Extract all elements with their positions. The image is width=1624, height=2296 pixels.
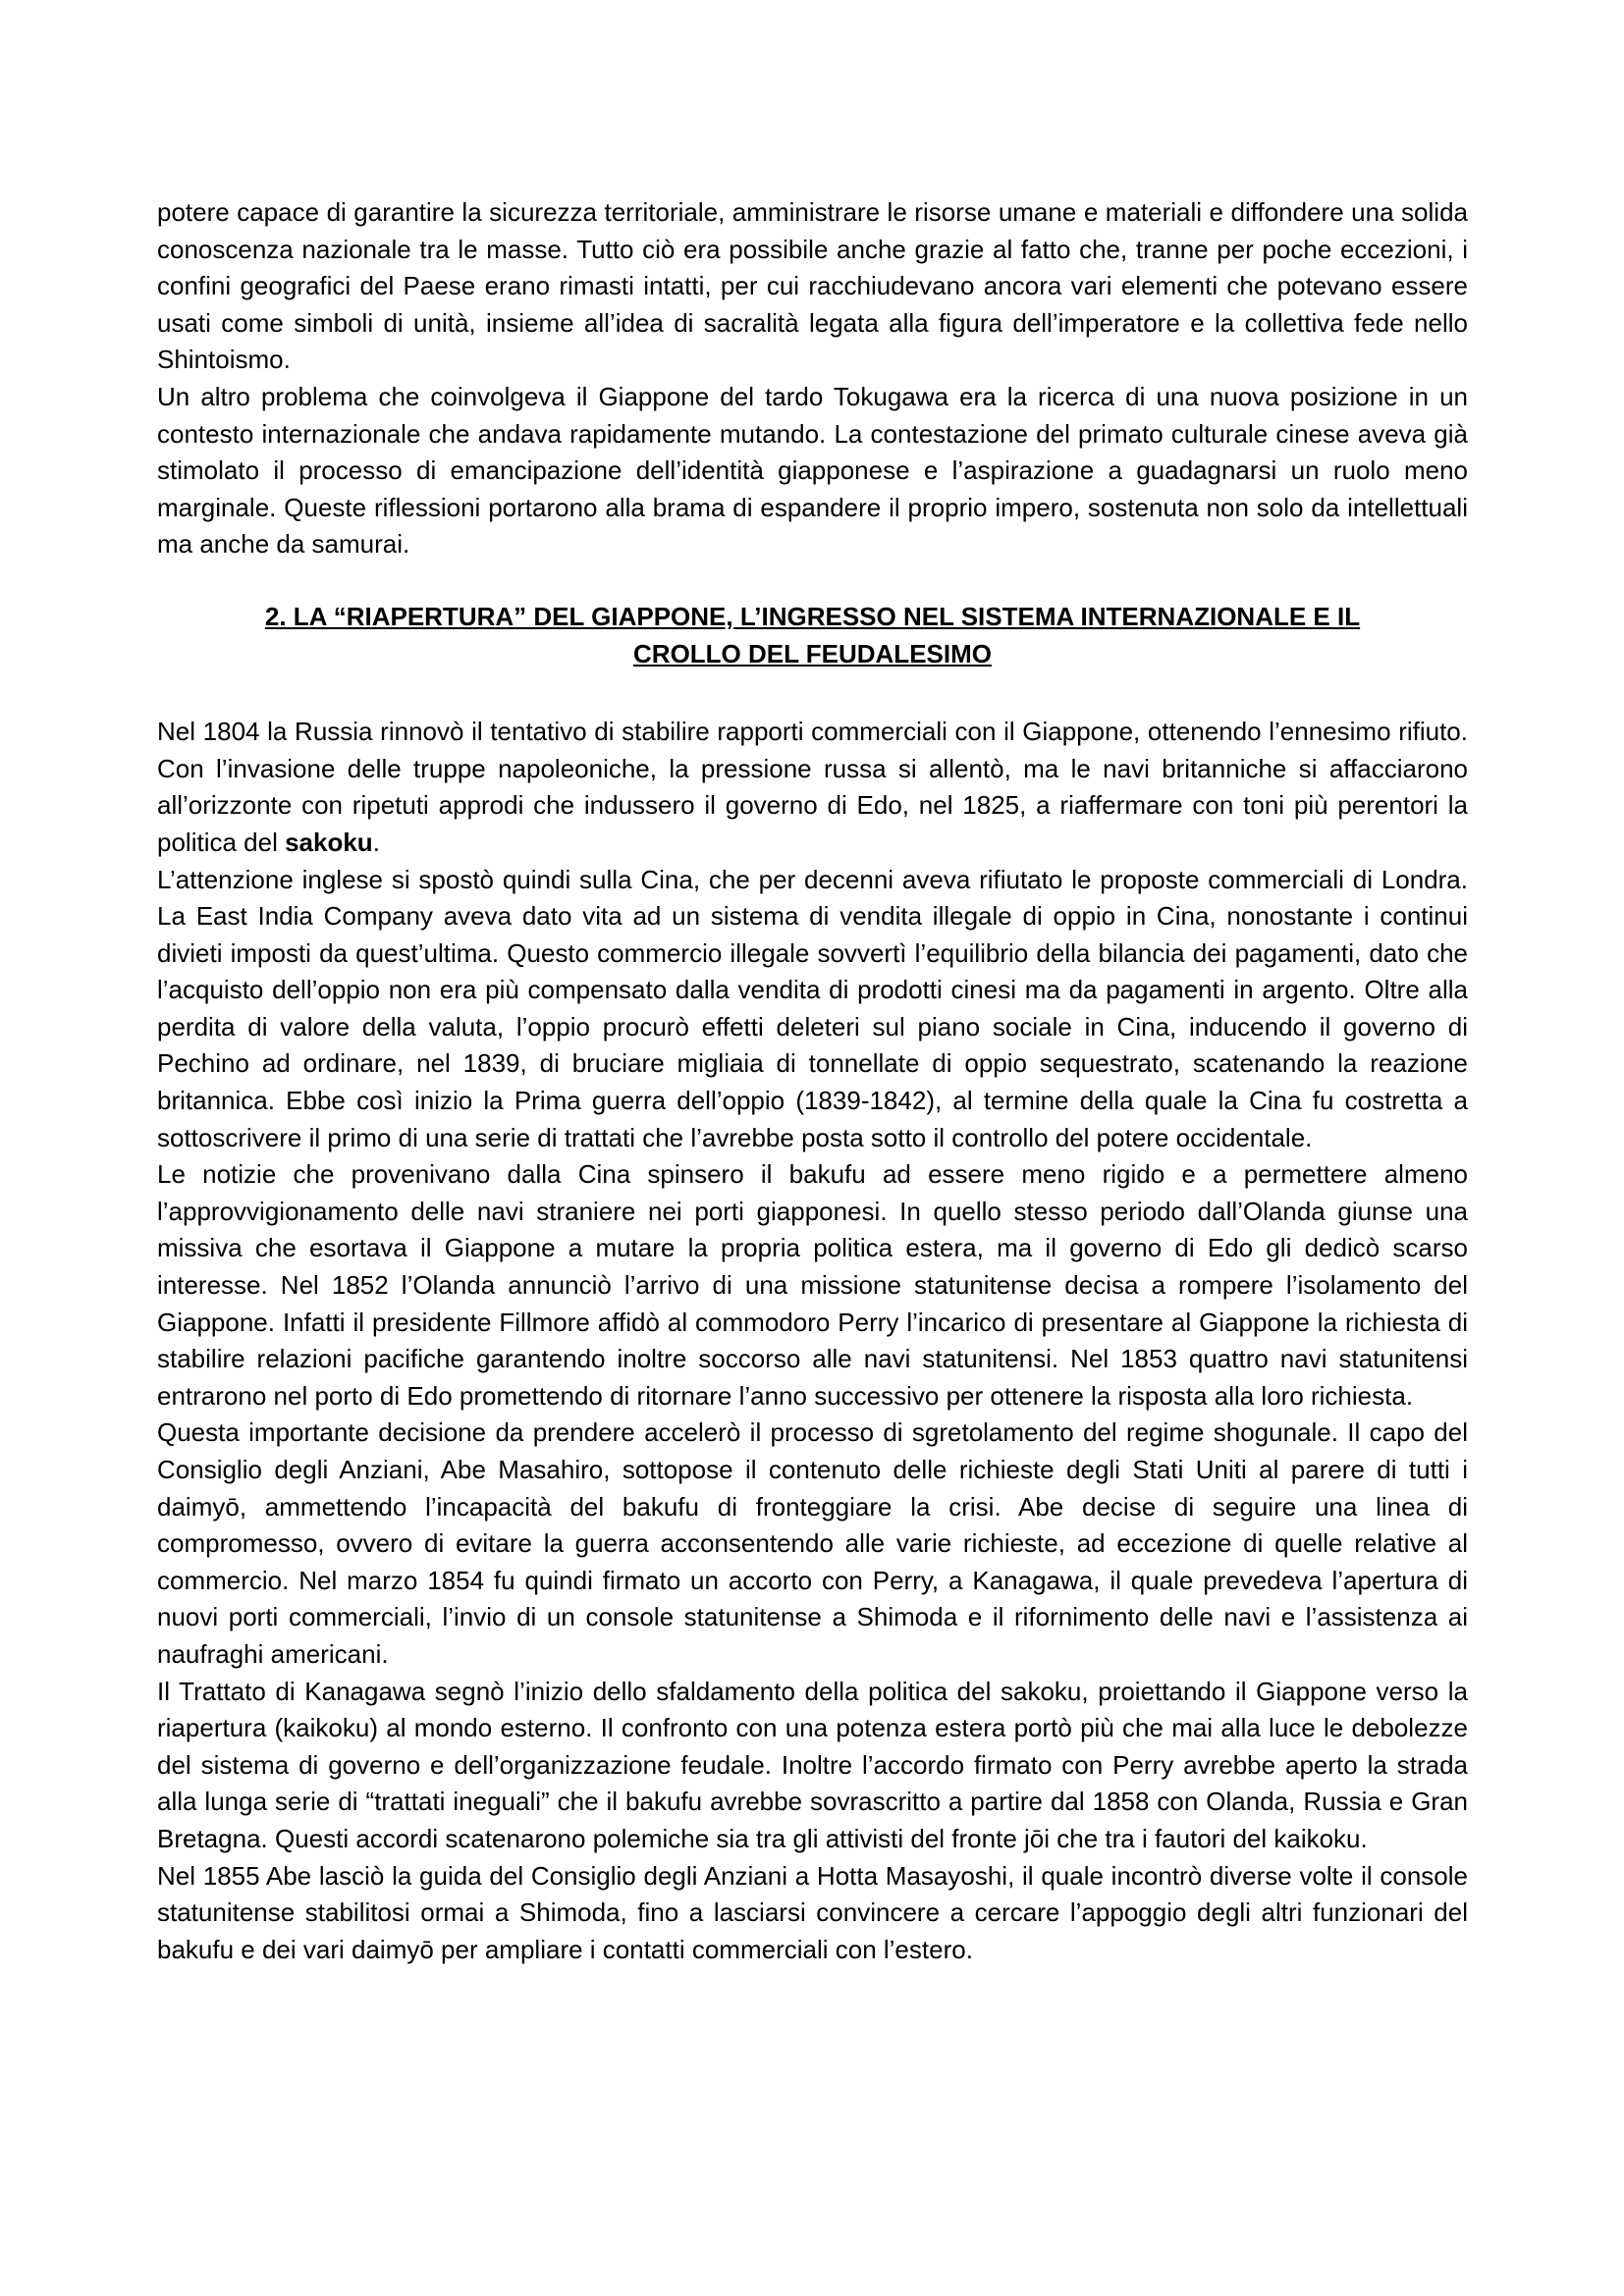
- opium-war-paragraph: L’attenzione inglese si spostò quindi sulla Cina, che per decenni aveva rifiutato le proposte commerciali di Londra. La East India Company aveva dato vita ad un sistema di vendita illegale di oppio in Cina, nonostante i continui divieti imposti da quest’ultima. Questo commercio illegale sovvertì l’equilibrio della bilancia dei pagamenti, dato che l’acquisto dell’oppio non era più compensato dalla vendita di prodotti cinesi ma da pagamenti in argento. Oltre alla perdita di valore della valuta, l’oppio procurò effetti deleteri sul piano sociale in Cina, inducendo il governo di Pechino ad ordinare, nel 1839, di bruciare migliaia di tonnellate di oppio sequestrato, scatenando la reazione britannica. Ebbe così inizio la Prima guerra dell’oppio (1839-1842), al termine della quale la Cina fu costretta a sottoscrivere il primo di una serie di trattati che l’avrebbe posta sotto il controllo del potere occidentale.: [157, 864, 1468, 1152]
- page-content: [157, 194, 1468, 1968]
- sakoku-paragraph-text: Nel 1804 la Russia rinnovò il tentativo di stabilire rapporti commerciali con il Giappone, ottenendo l’ennesimo rifiuto. Con l’invasione delle truppe napoleoniche, la pressione russa si allentò, ma le navi britanniche si affacciarono all’orizzonte con ripetuti approdi che indussero il governo di Edo, nel 1825, a riaffermare con toni più perentori la politica del: [157, 717, 1468, 857]
- abe-masahiro-paragraph: Questa importante decisione da prendere accelerò il processo di sgretolamento del regime shogunale. Il capo del Consiglio degli Anziani, Abe Masahiro, sottopose il contenuto delle richieste degli Stati Uniti al parere di tutti i daimyō, ammettendo l’incapacità del bakufu di fronteggiare la crisi. Abe decise di seguire una linea di compromesso, ovvero di evitare la guerra acconsentendo alle varie richieste, ad eccezione di quelle relative al commercio. Nel marzo 1854 fu quindi firmato un accorto con Perry, a Kanagawa, il quale prevedeva l’apertura di nuovi porti commerciali, l’invio di un console statunitense a Shimoda e il rifornimento delle navi e l’assistenza ai naufraghi americani.: [157, 1417, 1468, 1669]
- hotta-masayoshi-paragraph: Nel 1855 Abe lasciò la guida del Consiglio degli Anziani a Hotta Masayoshi, il quale incontrò diverse volte il console statunitense stabilitosi ormai a Shimoda, fino a lasciarsi convincere a cercare l’appoggio degli altri funzionari del bakufu e dei vari daimyō per ampliare i contatti commerciali con l’estero.: [157, 1860, 1468, 1964]
- sakoku-paragraph: [157, 714, 1468, 861]
- perry-mission-paragraph: Le notizie che provenivano dalla Cina spinsero il bakufu ad essere meno rigido e a permettere almeno l’approvvigionamento delle navi straniere nei porti giapponesi. In quello stesso periodo dall’Olanda giunse una missiva che esortava il Giappone a mutare la propria politica estera, ma il governo di Edo gli dedicò scarso interesse. Nel 1852 l’Olanda annunciò l’arrivo di una missione statunitense decisa a rompere l’isolamento del Giappone. Infatti il presidente Fillmore affidò al commodoro Perry l’incarico di presentare al Giappone la richiesta di stabilire relazioni pacifiche garantendo inoltre soccorso alle navi statunitensi. Nel 1853 quattro navi statunitensi entrarono nel porto di Edo promettendo di ritornare l’anno successivo per ottenere la risposta alla loro richiesta.: [157, 1159, 1468, 1411]
- intro-paragraph-1: potere capace di garantire la sicurezza territoriale, amministrare le risorse umane e materiali e diffondere una solida conoscenza nazionale tra le masse. Tutto ciò era possibile anche grazie al fatto che, tranne per poche eccezioni, i confini geografici del Paese erano rimasti intatti, per cui racchiudevano ancora vari elementi che potevano essere usati come simboli di unità, insieme all’idea di sacralità legata alla figura dell’imperatore e la collettiva fede nello Shintoismo.: [157, 197, 1468, 375]
- sakoku-term: sakoku: [285, 827, 373, 857]
- section-heading: 2. LA “RIAPERTURA” DEL GIAPPONE, L’INGRESSO NEL SISTEMA INTERNAZIONALE E IL CROLLO DEL FEUDALESIMO: [264, 601, 1361, 668]
- intro-paragraph-2: Un altro problema che coinvolgeva il Giappone del tardo Tokugawa era la ricerca di una nuova posizione in un contesto internazionale che andava rapidamente mutando. La contestazione del primato culturale cinese aveva già stimolato il processo di emancipazione dell’identità giapponese e l’aspirazione a guadagnarsi un ruolo meno marginale. Queste riflessioni portarono alla brama di espandere il proprio impero, sostenuta non solo da intellettuali ma anche da samurai.: [157, 381, 1468, 560]
- sakoku-paragraph-end: .: [372, 827, 380, 857]
- kanagawa-treaty-paragraph: Il Trattato di Kanagawa segnò l’inizio dello sfaldamento della politica del sakoku, proiettando il Giappone verso la riapertura (kaikoku) al mondo esterno. Il confronto con una potenza estera portò più che mai alla luce le debolezze del sistema di governo e dell’organizzazione feudale. Inoltre l’accordo firmato con Perry avrebbe aperto la strada alla lunga serie di “trattati ineguali” che il bakufu avrebbe sovrascritto a partire dal 1858 con Olanda, Russia e Gran Bretagna. Questi accordi scatenarono polemiche sia tra gli attivisti del fronte jōi che tra i fautori del kaikoku.: [157, 1676, 1468, 1853]
